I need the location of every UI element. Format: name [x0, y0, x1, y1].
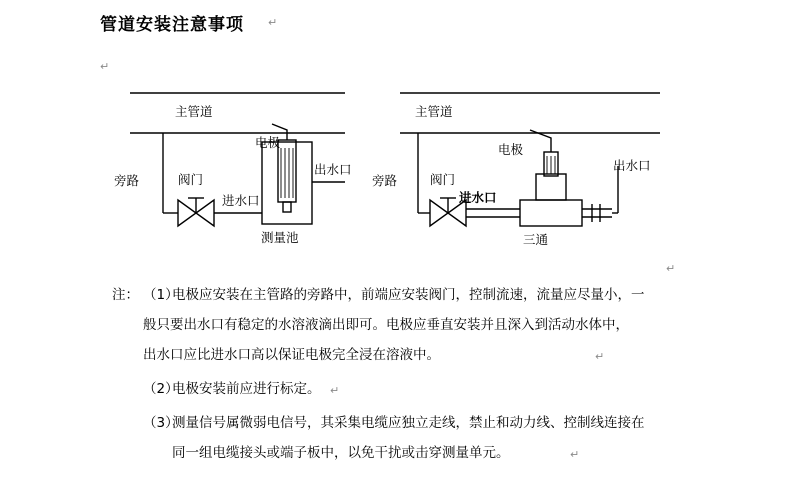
label-main-pipe-left: 主管道 — [175, 104, 213, 119]
label-measuring-cell: 测量池 — [261, 230, 299, 245]
page-title: 管道安装注意事项 — [100, 15, 244, 35]
note-1-line-1: 电极应安装在主管路的旁路中，前端应安装阀门，控制流速，流量应尽量小，一 — [172, 287, 645, 303]
label-tee: 三通 — [523, 232, 549, 247]
label-valve-right: 阀门 — [430, 172, 456, 187]
note-2-line-1: 电极安装前应进行标定。 — [172, 381, 321, 397]
note-3-line-2: 同一组电缆接头或端子板中，以免干扰或击穿测量单元。 — [172, 445, 510, 461]
label-bypass-left: 旁路 — [114, 173, 140, 188]
paragraph-mark-2: ↵ — [100, 60, 110, 73]
label-electrode-left: 电极 — [255, 135, 281, 150]
note-3-mark: ↵ — [570, 448, 580, 461]
label-inlet-right: 进水口 — [459, 190, 497, 205]
label-outlet-right: 出水口 — [613, 158, 651, 173]
note-number-3: （3） — [143, 415, 179, 431]
note-2-mark: ↵ — [330, 384, 340, 397]
note-1-mark: ↵ — [595, 350, 605, 363]
label-inlet-left: 进水口 — [222, 193, 260, 208]
label-main-pipe-right: 主管道 — [415, 104, 453, 119]
note-1-line-2: 般只要出水口有稳定的水溶液滴出即可。电极应垂直安装并且深入到活动水体中， — [143, 317, 629, 333]
label-outlet-left: 出水口 — [314, 162, 352, 177]
paragraph-mark-3: ↵ — [666, 262, 676, 275]
label-valve-left: 阀门 — [178, 172, 204, 187]
label-electrode-right: 电极 — [498, 142, 524, 157]
notes-lead: 注： — [112, 287, 139, 303]
installation-diagram — [0, 78, 799, 263]
note-3-line-1: 测量信号属微弱电信号，其采集电缆应独立走线，禁止和动力线、控制线连接在 — [172, 415, 645, 431]
note-1-line-3: 出水口应比进水口高以保证电极完全浸在溶液中。 — [143, 347, 440, 363]
note-number-1: （1） — [143, 287, 179, 303]
note-number-2: （2） — [143, 381, 179, 397]
paragraph-mark-1: ↵ — [268, 16, 278, 29]
label-bypass-right: 旁路 — [372, 173, 398, 188]
